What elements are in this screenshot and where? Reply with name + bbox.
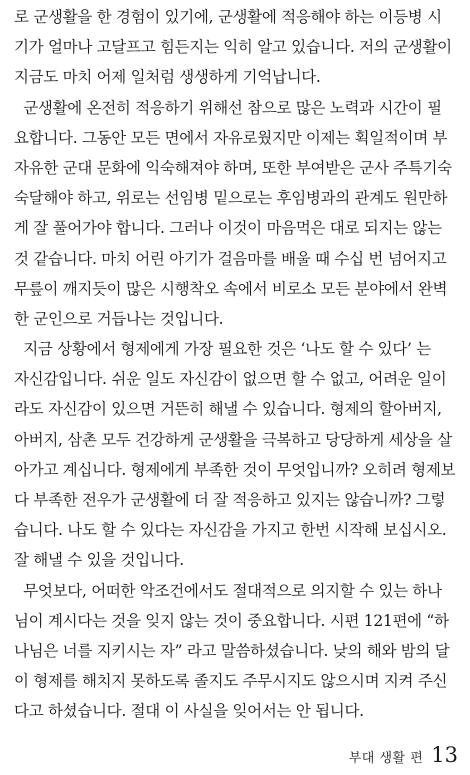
text-line: 자신감입니다. 쉬운 일도 자신감이 없으면 할 수 없고, 어려운 일이: [14, 370, 447, 389]
text-line: 아가고 계십니다. 형제에게 부족한 것이 무엇입니까? 오히려 형제보: [14, 460, 456, 479]
text-line: 무릎이 깨지듯이 많은 시행착오 속에서 비로소 모든 분야에서 완벽: [14, 279, 448, 298]
text-line: 한 군인으로 거듭나는 것입니다.: [14, 309, 224, 328]
text-line: 요합니다. 그동안 모든 면에서 자유로웠지만 이제는 획일적이며 부: [14, 128, 448, 147]
text-line: 자유한 군대 문화에 익숙해져야 하며, 또한 부여받은 군사 주특기숙: [14, 158, 452, 177]
text-line: 지금도 마치 어제 일처럼 생생하게 기억납니다.: [14, 68, 321, 87]
text-line: 님이 계시다는 것을 잊지 않는 것이 중요합니다. 시편 121편에 “하: [14, 611, 449, 630]
text-line: 것 같습니다. 마치 어린 아기가 걸음마를 배울 때 수십 번 넘어지고: [14, 249, 447, 268]
text-line: 나님은 너를 지키시는 자” 라고 말씀하셨습니다. 낮의 해와 밤의 달: [14, 641, 450, 660]
text-line: 다고 하셨습니다. 절대 이 사실을 잊어서는 안 됩니다.: [14, 702, 364, 721]
text-line: 습니다. 나도 할 수 있다는 자신감을 가지고 한번 시작해 보십시오.: [14, 521, 447, 540]
body-text: [14, 2, 458, 727]
text-line: 이 형제를 해치지 못하도록 졸지도 주무시지도 않으시며 지켜 주신: [14, 672, 448, 691]
text-line: 라도 자신감이 있으면 거뜬히 해낼 수 있습니다. 형제의 할아버지,: [14, 400, 442, 419]
page-number: 13: [431, 743, 458, 767]
text-line: 게 잘 풀어가야 합니다. 그러나 이것이 마음먹은 대로 되지는 않는: [14, 219, 442, 238]
text-line: 지금 상황에서 형제에게 가장 필요한 것은 ‘나도 할 수 있다’ 는: [14, 340, 431, 359]
text-line: 아버지, 삼촌 모두 건강하게 군생활을 극복하고 당당하게 세상을 살: [14, 430, 452, 449]
text-line: 무엇보다, 어떠한 악조건에서도 절대적으로 의지할 수 있는 하나: [14, 581, 442, 600]
text-line: 로 군생활을 한 경험이 있기에, 군생활에 적응해야 하는 이등병 시: [14, 8, 442, 26]
text-line: 기가 얼마나 고달프고 힘든지는 익히 알고 있습니다. 저의 군생활이: [14, 38, 452, 57]
text-line: 다 부족한 전우가 군생활에 더 잘 적응하고 있지는 않습니까? 그렇: [14, 491, 446, 509]
text-line: 잘 해낼 수 있을 것입니다.: [14, 551, 184, 570]
section-title: 부대 생활 편: [348, 751, 424, 766]
text-line: 숙달해야 하고, 위로는 선임병 밑으로는 후임병과의 관계도 원만하: [14, 189, 448, 208]
text-line: 군생활에 온전히 적응하기 위해선 참으로 많은 노력과 시간이 필: [14, 98, 442, 117]
page-footer: [349, 743, 458, 769]
